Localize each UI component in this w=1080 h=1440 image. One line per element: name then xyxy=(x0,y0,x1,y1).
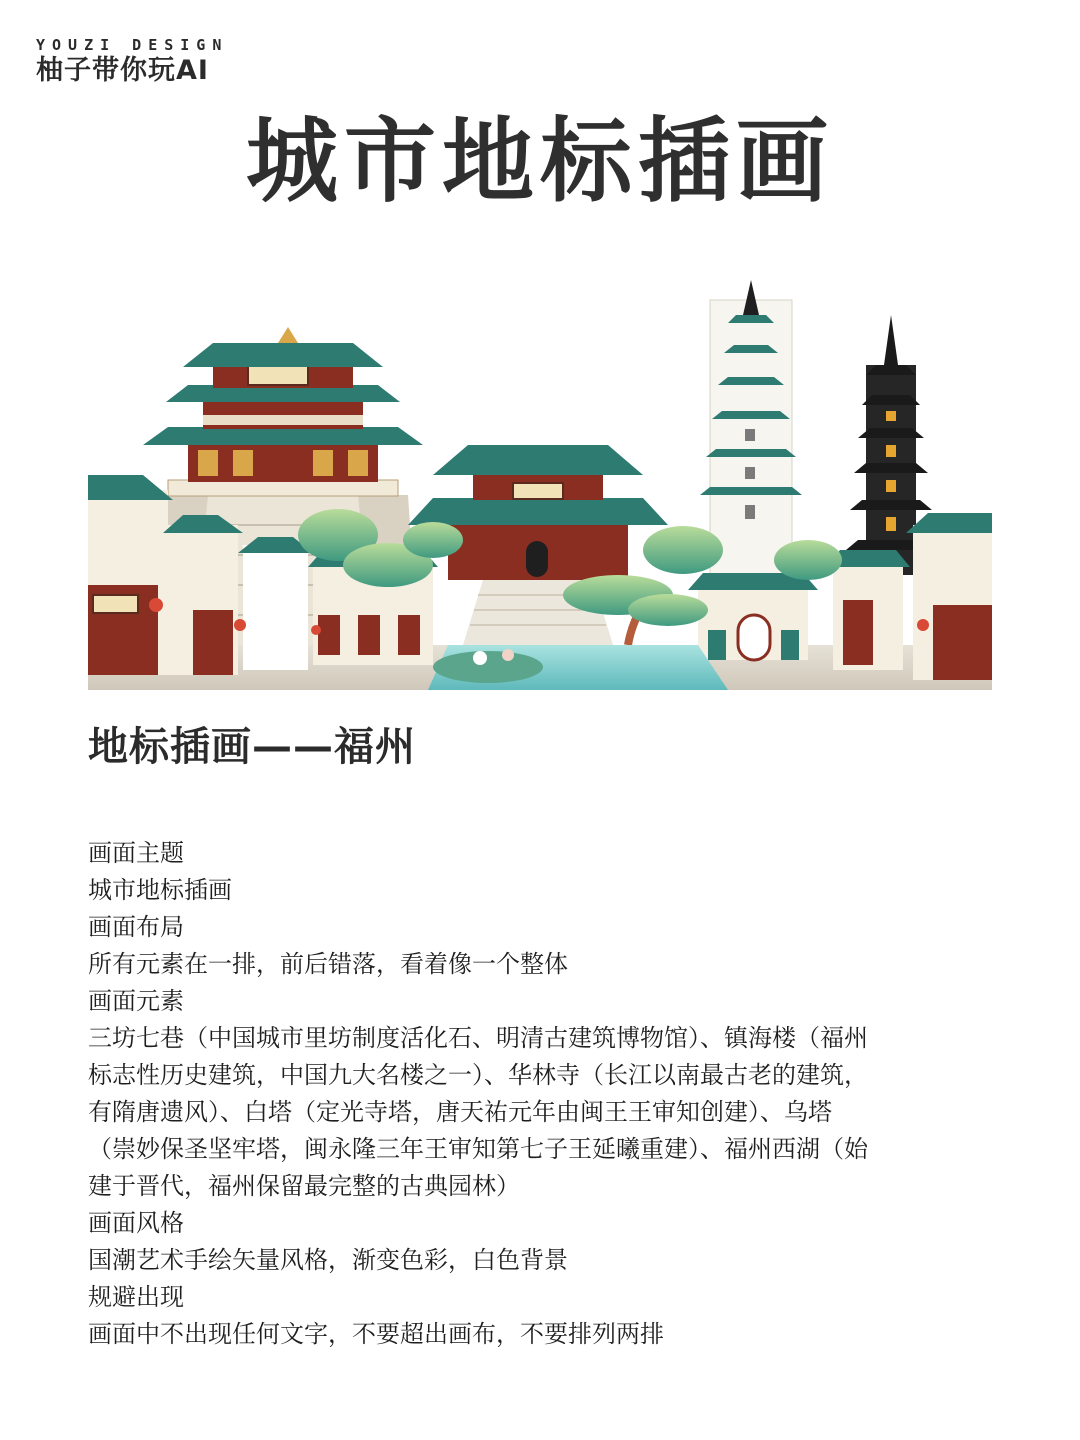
content-line: 画面风格 xyxy=(88,1209,184,1237)
west-lake xyxy=(428,645,728,690)
content-line: 画面布局 xyxy=(88,913,184,941)
content-line: 标志性历史建筑，中国九大名楼之一）、华林寺（长江以南最古老的建筑， xyxy=(88,1061,868,1089)
content-line: 三坊七巷（中国城市里坊制度活化石、明清古建筑博物馆）、镇海楼（福州 xyxy=(88,1024,868,1052)
content-line: 城市地标插画 xyxy=(88,876,232,904)
content-line: 所有元素在一排，前后错落，看着像一个整体 xyxy=(88,950,568,978)
content-line: 画面中不出现任何文字，不要超出画布，不要排列两排 xyxy=(88,1320,664,1348)
content-line: 建于晋代，福州保留最完整的古典园林） xyxy=(88,1172,520,1200)
prompt-content xyxy=(88,835,988,1353)
white-pagoda xyxy=(700,280,802,575)
brand-chinese: 柚子带你玩AI xyxy=(36,55,209,86)
content-line: 有隋唐遗风）、白塔（定光寺塔，唐天祐元年由闽王王审知创建）、乌塔 xyxy=(88,1098,832,1126)
page-title: 城市地标插画 xyxy=(245,108,834,215)
content-line: 国潮艺术手绘矢量风格，渐变色彩，白色背景 xyxy=(88,1246,568,1274)
brand-english: YOUZI DESIGN xyxy=(36,36,229,54)
content-line: 画面主题 xyxy=(88,839,184,867)
content-line: （崇妙保圣坚牢塔，闽永隆三年王审知第七子王延曦重建）、福州西湖（始 xyxy=(88,1135,868,1163)
content-line: 规避出现 xyxy=(88,1283,184,1311)
fuzhou-landmark-illustration xyxy=(88,205,992,690)
subtitle: 地标插画——福州 xyxy=(88,724,416,770)
content-line: 画面元素 xyxy=(88,987,184,1015)
brand-logo xyxy=(36,36,228,88)
